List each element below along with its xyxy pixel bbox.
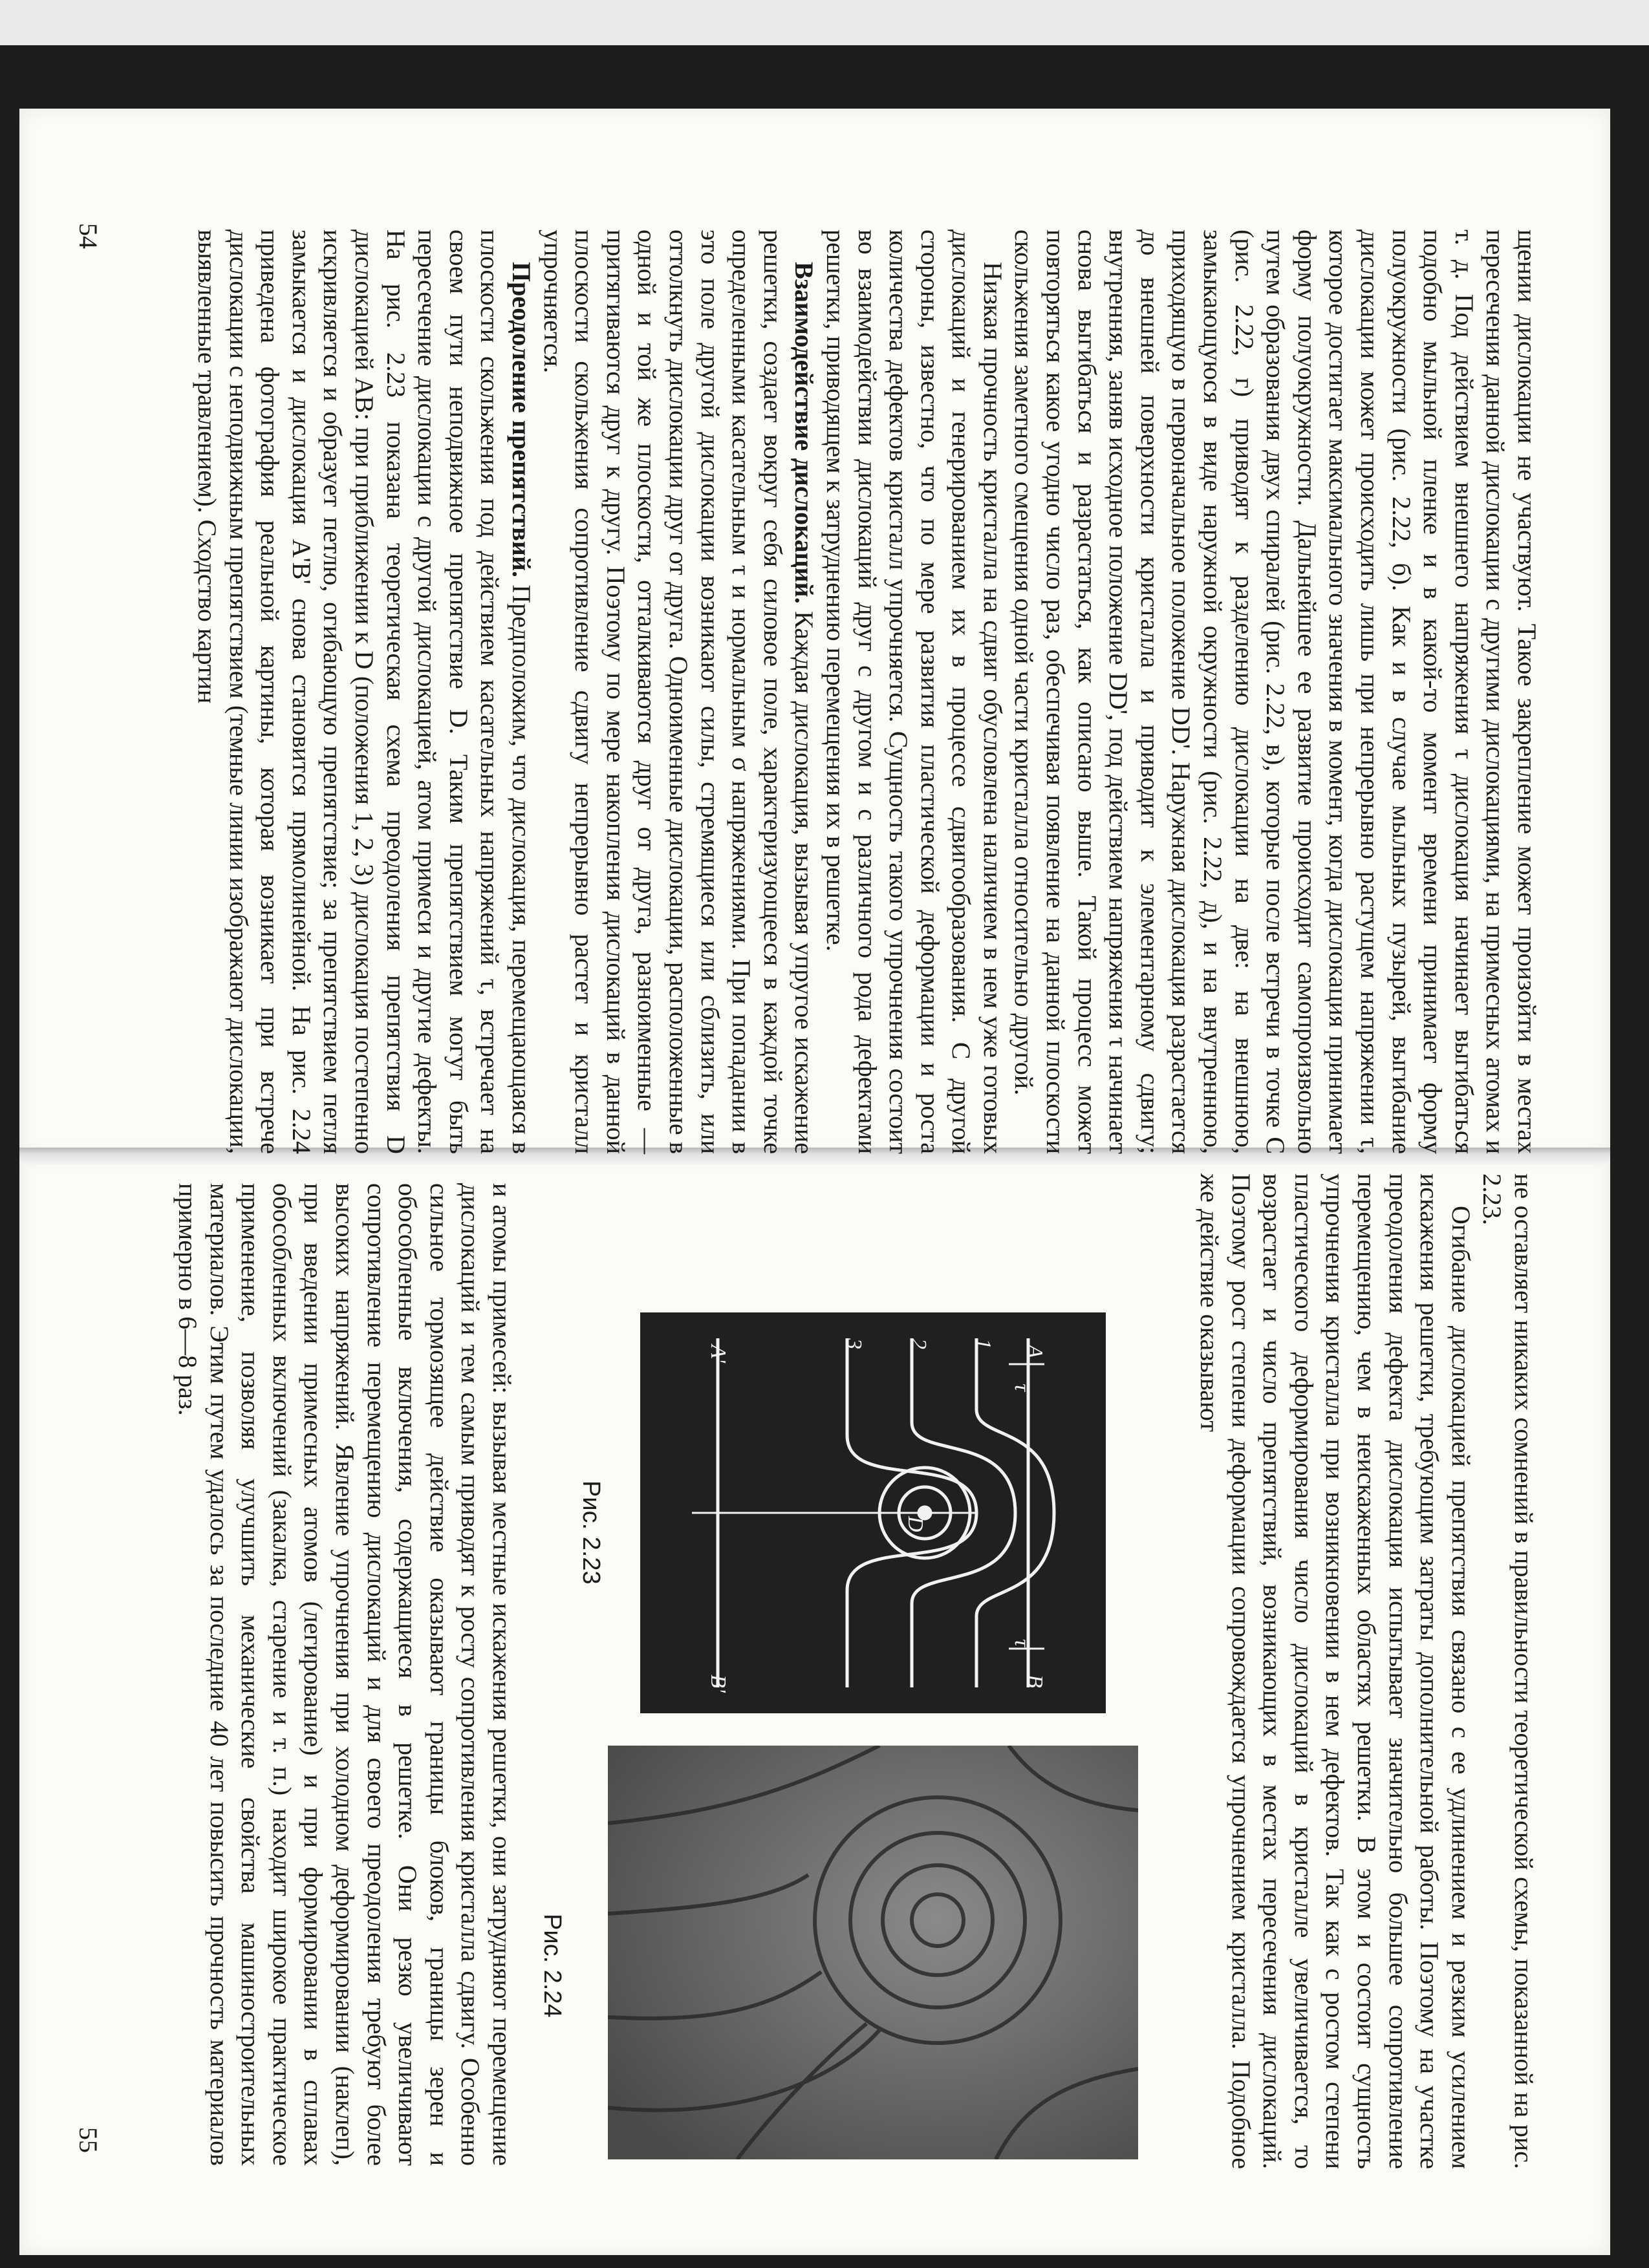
paragraph-heading: Преодоление препятствий. [507,262,536,577]
dislocation-diagram [640,1312,1106,1713]
paragraph [191,230,537,1154]
page-number: 55 [74,2127,103,2153]
figure-2-23 [640,1312,1106,1713]
paragraph-heading: Взаимодействие дислокаций. [790,262,819,604]
paragraph [819,230,1008,1154]
right-page-text-top [1193,1173,1539,2169]
paragraph [1193,1173,1476,2169]
label-a-prime: A' [706,1345,730,1364]
figure-caption: Рис. 2.23 [577,1481,605,1585]
paragraph [171,1183,517,2166]
paragraph-text: Каждая дислокация, вызывая упругое искажение решетки, создает вокруг себя силовое поле, характеризующееся в каждой точке определенными касательным τ и нормальным σ напряжениями. При попадании в это поле другой дислокации возникают силы, стремящиеся или сблизить, или оттолкнуть дислокации друг от друга. Одноименные дислокации, расположенные в одной и той же плоскости, отталкиваются друг от друга, разноименные — притягиваются друг к другу. Поэтому по мере накопления дислокаций в данной плоскости скольжения сопротивление сдвигу непрерывно растет и кристалл упрочняется. [538,230,819,1155]
paragraph-text: и атомы примесей: вызывая местные искажения решетки, они затрудняют перемещение дислокаций и тем самым приводят к росту сопротивления кристалла сдвигу. Особенно сильное тормозящее действие оказывают границы блоков, границы зерен и обособленные включения, содержащиеся в решетке. Они резко увеличивают сопротивление перемещению дислокаций и для своего преодоления требуют более высоких напряжений. Явление упрочнения при холодном деформировании (наклеп), при введении примесных атомов (легирование) и при формировании в сплавах обособленных включений (закалка, старение и т. п.) находит широкое практическое применение, позволяя улучшить механические свойства машиностроительных материалов. Этим путем удалось за последние 40 лет повысить прочность материалов примерно в 6—8 раз. [173,1183,517,2166]
page-number: 54 [74,223,103,249]
figure-caption: Рис. 2.24 [539,1914,566,2018]
paragraph-text: Огибание дислокацией препятствия связано с ее удлинением и резким усилением искажения решетки, требующим затраты дополнительной работы. Поэтому на участке преодоления дефекта дислокация испытывает значительно большее сопротивление перемещению, чем в неискаженных областях решетки. В этом и состоит сущность упрочнения кристалла при возникновении в нем дефектов. Так как с ростом степени пластического деформирования число дислокаций в кристалле увеличивается, то возрастает и число препятствий, возникающих в местах пересечения дислокаций. Поэтому рост степени деформации сопровождается упрочнением кристалла. Подобное же действие оказывают [1195,1173,1476,2169]
paragraph-text: щении дислокации не участвуют. Такое закрепление может произойти в местах пересечения данной дислокации с другими дислокациями, на примесных атомах и т. д. Под действием внешнего напряжения τ дислокация начинает выгибаться подобно мыльной пленке и в какой-то момент времени принимает форму полуокружности (рис. 2.22, б). Как и в случае мыльных пузырей, выгибание дислокации может происходить лишь при непрерывно растущем напряжении τ, которое достигает максимального значения в момент, когда дислокация принимает форму полуокружности. Дальнейшее ее развитие происходит самопроизвольно путем образования двух спиралей (рис. 2.22, в), которые после встречи в точке С (рис. 2.22, г) приводят к разделению дислокации на две: на внешнюю, замыкающуюся в виде наружной окружности (рис. 2.22, д), и на внутреннюю, приходящую в первоначальное положение DD'. Наружная дислокация разрастается до внешней поверхности кристалла и приводит к элементарному сдвигу; внутренняя, заняв исходное положение DD', под действием напряжения τ начинает снова выгибаться и разрастаться, как описано выше. Такой процесс может повторяться какое угодно число раз, обеспечивая появление на данной плоскости скольжения заметного смещения одной части кристалла относительно другой. [1009,230,1542,1154]
paragraph [1476,1173,1539,2169]
label-3: 3 [842,1338,866,1349]
label-tau: τ [1010,1639,1034,1647]
label-tau: τ [1010,1384,1034,1392]
left-page-text [191,230,1542,1154]
etch-photo [608,1746,1138,2159]
label-2: 2 [907,1338,931,1349]
paragraph [1008,230,1542,1154]
label-b-prime: B' [706,1674,730,1693]
label-d: D [903,1516,927,1532]
figure-2-24-photo [608,1746,1138,2159]
label-b: B [1023,1674,1047,1688]
paragraph-text: Предположим, что дислокация, перемещающаяся в плоскости скольжения под действием касательных напряжений τ, встречает на своем пути неподвижное препятствие D. Таким препятствием могут быть пересечение дислокации с другой дислокацией, атом примеси и другие дефекты. На рис. 2.23 показана теоретическая схема преодоления препятствия D дислокацией AB: при приближении к D (положения 1, 2, 3) дислокация постепенно искривляется и образует петлю, огибающую препятствие; за препятствием петля замыкается и дислокация A'B' снова становится прямолинейной. На рис. 2.24 приведена фотография реальной картины, которая возникает при встрече дислокации с неподвижным препятствием (темные линии изображают дислокации, выявленные травлением). Сходство картин [193,230,536,1154]
right-page-text-bottom [171,1183,517,2166]
label-a: A [1023,1345,1047,1358]
paragraph-text: Низкая прочность кристалла на сдвиг обусловлена наличием в нем уже готовых дислокаций и генерированием их в процессе сдвигообразования. С другой стороны, известно, что по мере развития пластической деформации и роста количества дефектов кристалл упрочняется. Сущность такого упрочнения состоит во взаимодействии дислокаций друг с другом и с различного рода дефектами решетки, приводящем к затруднению перемещения их в решетке. [821,230,1008,1154]
label-1: 1 [971,1338,995,1349]
scan-edge [0,0,1649,45]
paragraph [537,230,819,1154]
paragraph-text: не оставляет никаких сомнений в правильности теоретической схемы, показанной на рис. 2.23. [1478,1173,1538,2169]
